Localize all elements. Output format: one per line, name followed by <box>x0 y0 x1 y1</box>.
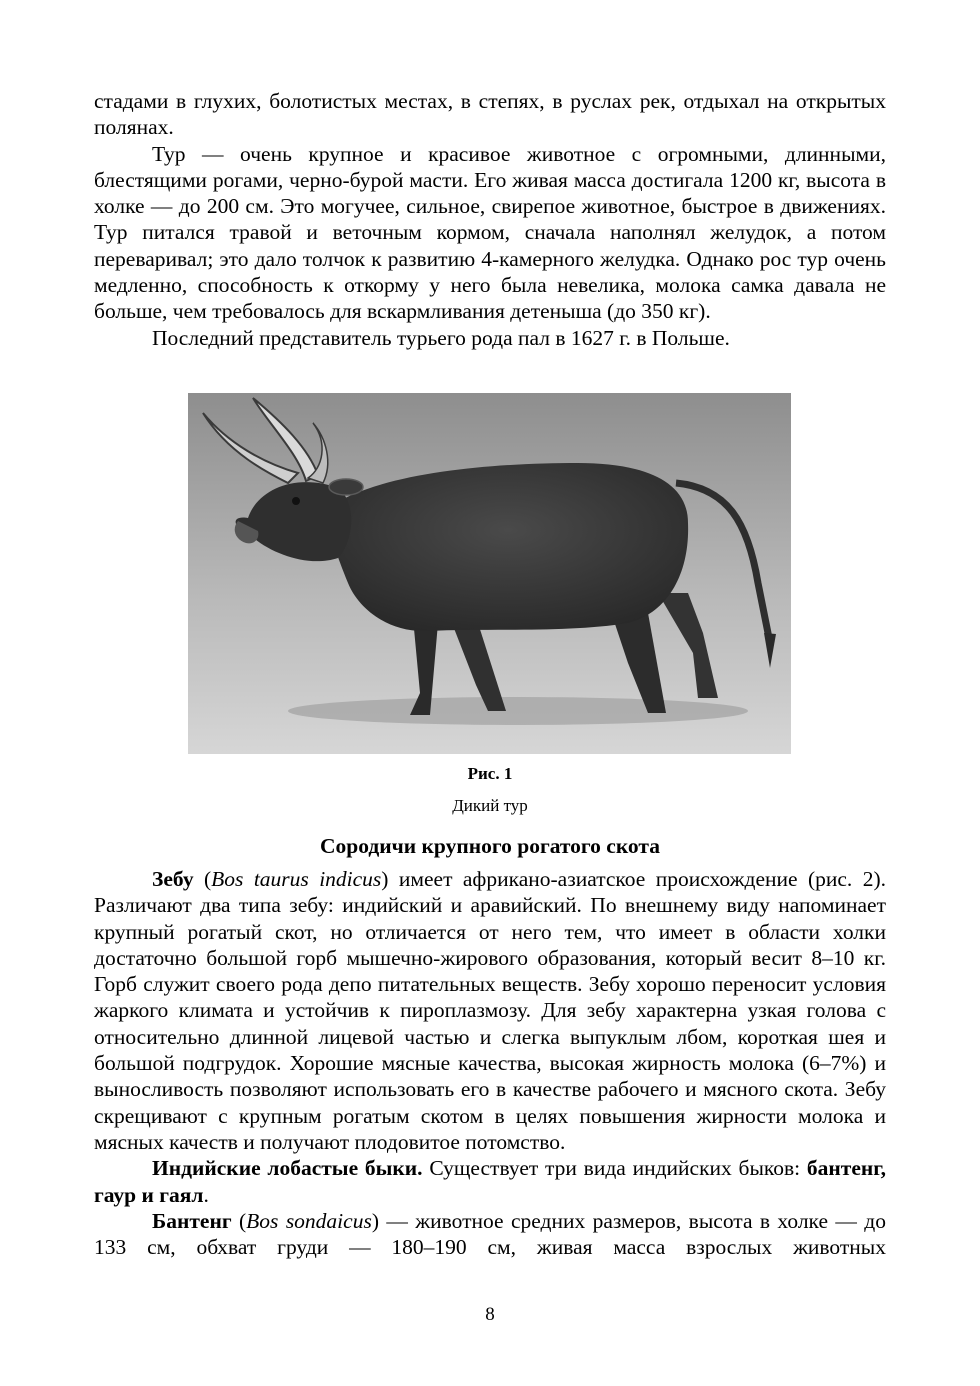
paragraph-3: Последний представитель турьего рода пал в 1627 г. в Польше. <box>152 325 730 350</box>
figure-caption: Дикий тур <box>452 796 528 815</box>
indian-list: бантенг, гаур и гаял <box>94 1156 886 1207</box>
top-text <box>94 88 886 351</box>
paragraph-1: стадами в глухих, болотистых местах, в степях, в руслах рек, отдыхал на открытых полянах. <box>94 89 886 140</box>
figure-number: Рис. 1 <box>467 764 513 783</box>
ground-shadow <box>288 697 748 725</box>
zebu-text: ) имеет африкано-азиатское происхождение (рис. 2). Различают два типа зебу: индийский и аравийский. По внешнему виду напоминает крупный рогатый скот, но отличается от него тем, что имеет в области холки достаточно большой горб мышечно-жирового образования, который весит 8–10 кг. Горб служит своего рода депо питательных веществ. Зебу хорошо переносит условия жаркого климата и устойчив к пироплазмозу. Для зебу характерна узкая голова с относительно длинной лицевой частью и слегка выпуклым лбом, короткая шея и большой подгрудок. Хорошие мясные качества, высокая жирность молока (6–7%) и выносливость позволяют использовать его в качестве рабочего и мясного скота. Зебу скрещивают с крупным рогатым скотом в целях повышения жирности молока и мясных качеств и получают плодовитое потомство. <box>94 867 886 1154</box>
relatives-section <box>94 832 886 1260</box>
aurochs-figure <box>188 393 791 754</box>
aurochs-illustration <box>188 393 791 754</box>
section-title: Сородичи крупного рогатого скота <box>320 834 660 858</box>
page-number: 8 <box>485 1304 495 1325</box>
banteng-latin: Bos sondaicus <box>246 1208 372 1233</box>
zebu-term: Зебу <box>152 867 194 891</box>
banteng-text: ) — животное средних размеров, высота в холке — до 133 см, обхват груди — 180–190 см, живая масса взрослых животных <box>94 1208 886 1260</box>
paragraph-2: Тур — очень крупное и красивое животное с огромными, длинными, блестящими рогами, черно-бурой масти. Его живая масса достигала 1200 кг, высота в холке — до 200 см. Это могучее, сильное, свирепое животное, быстрое в движениях. Тур питался травой и веточным кормом, сначала наполнял желудок, а потом переваривал; это дало толчок к развитию 4-камерного желудка. Однако рос тур очень медленно, способность к откорму у него была невелика, молока самка давала не больше, чем требовалось для вскармливания детеныша (до 350 кг). <box>94 141 886 324</box>
indian-end: . <box>203 1182 209 1207</box>
zebu-latin: Bos taurus indicus <box>211 867 382 891</box>
banteng-open: ( <box>231 1208 247 1233</box>
paragraph-banteng <box>94 1208 886 1261</box>
indian-term: Индийские лобастые быки. <box>152 1156 423 1181</box>
zebu-open: ( <box>193 867 212 891</box>
eye <box>292 497 300 505</box>
body <box>328 463 688 631</box>
banteng-term: Бантенг <box>152 1208 232 1233</box>
paragraph-zebu <box>94 866 886 1155</box>
indian-text: Существует три вида индийских быков: <box>422 1156 807 1181</box>
paragraph-indian-bulls <box>94 1155 886 1208</box>
ear <box>329 479 363 495</box>
